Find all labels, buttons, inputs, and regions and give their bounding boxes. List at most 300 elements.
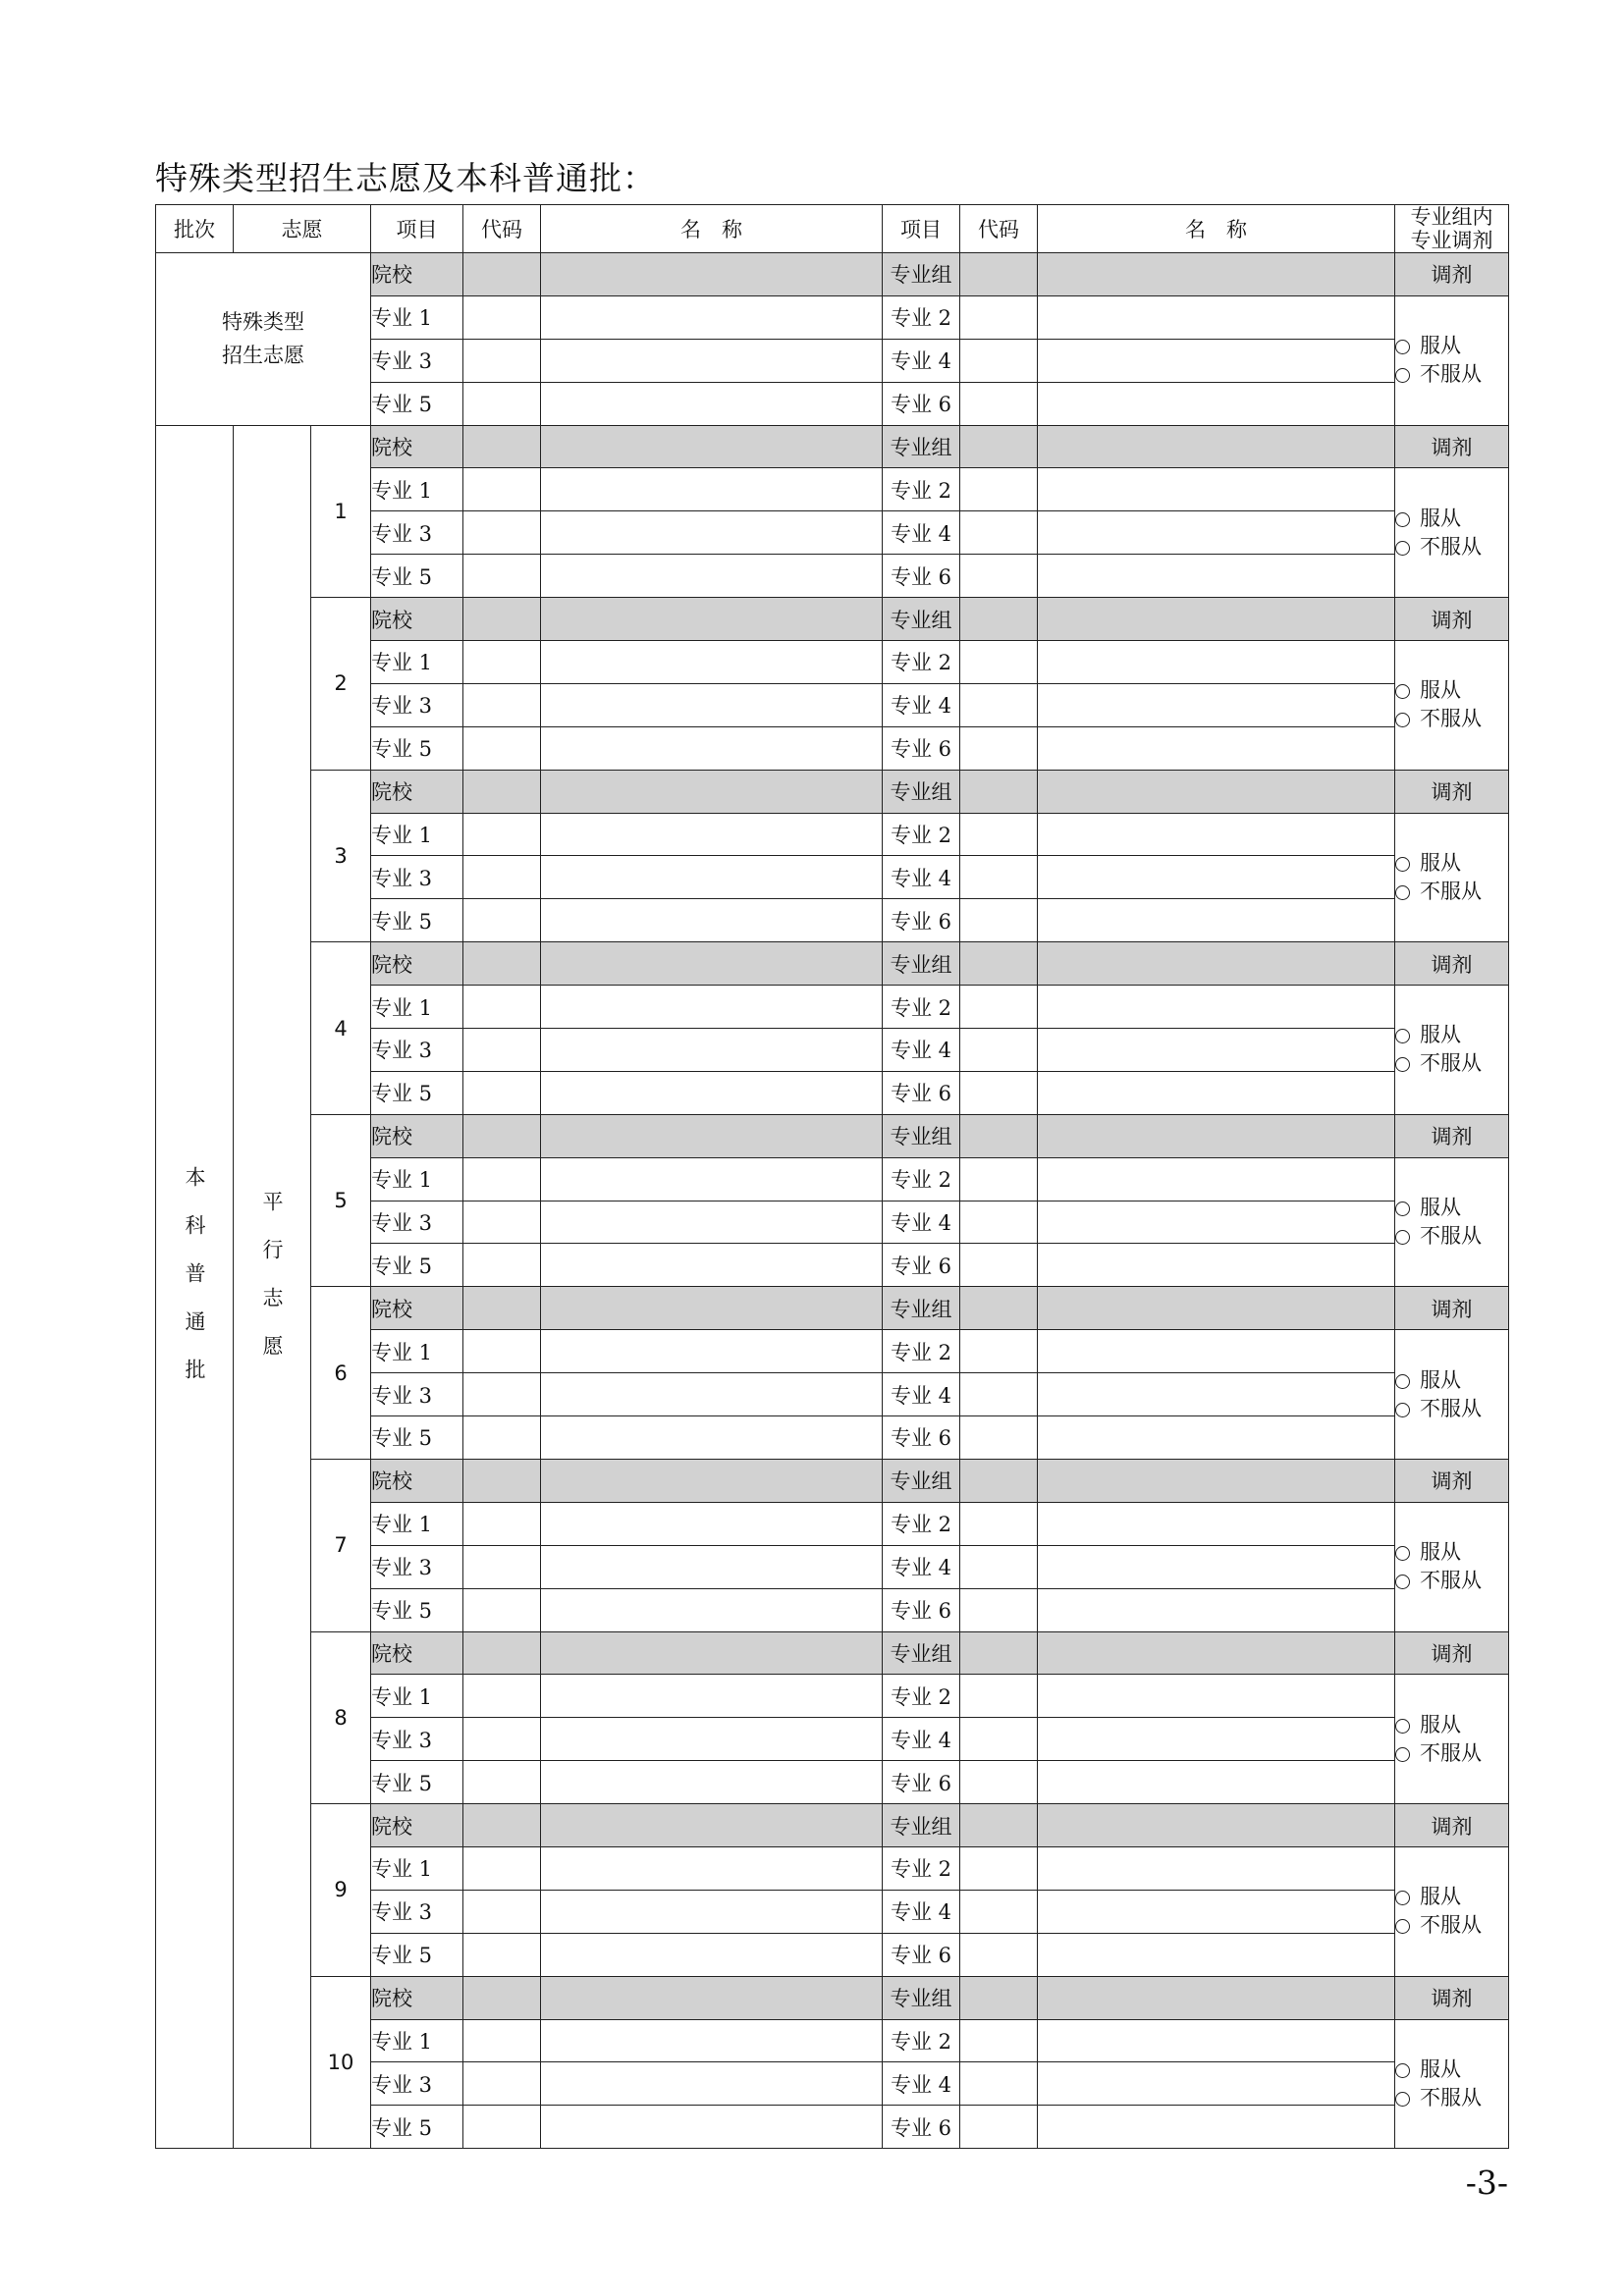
major-code-cell[interactable] xyxy=(960,1502,1038,1545)
major-name-cell[interactable] xyxy=(1038,1071,1395,1114)
major-label: 专业 5 xyxy=(371,1071,463,1114)
adjust-options xyxy=(1395,813,1509,942)
major-label: 专业 6 xyxy=(883,726,960,770)
group-code-cell[interactable] xyxy=(960,1459,1038,1502)
major-label: 专业 3 xyxy=(371,1890,463,1933)
major-code-cell[interactable] xyxy=(463,1675,541,1718)
college-name-cell[interactable] xyxy=(541,1459,883,1502)
major-code-cell[interactable] xyxy=(960,1157,1038,1201)
group-code-cell[interactable] xyxy=(960,253,1038,296)
major-name-cell[interactable] xyxy=(541,1502,883,1545)
major-name-cell[interactable] xyxy=(541,1588,883,1631)
major-name-cell[interactable] xyxy=(541,1718,883,1761)
major-label: 专业 4 xyxy=(883,1029,960,1072)
major-code-cell[interactable] xyxy=(960,683,1038,726)
not-obey-label: 不服从 xyxy=(1420,2085,1482,2109)
major-name-cell[interactable] xyxy=(1038,1846,1395,1890)
major-code-cell[interactable] xyxy=(960,339,1038,382)
major-name-cell[interactable] xyxy=(1038,899,1395,942)
major-label: 专业 5 xyxy=(371,1588,463,1631)
major-code-cell[interactable] xyxy=(463,1416,541,1460)
major-code-cell[interactable] xyxy=(960,641,1038,684)
radio-circle-icon[interactable] xyxy=(1395,512,1410,527)
major-name-cell[interactable] xyxy=(541,1071,883,1114)
radio-circle-icon[interactable] xyxy=(1395,2063,1410,2078)
major-code-cell[interactable] xyxy=(463,1502,541,1545)
major-name-cell[interactable] xyxy=(1038,856,1395,899)
not-obey-option[interactable] xyxy=(1395,1567,1508,1595)
group-name-cell[interactable] xyxy=(1038,253,1395,296)
radio-circle-icon[interactable] xyxy=(1395,1403,1410,1417)
major-code-cell[interactable] xyxy=(463,1157,541,1201)
radio-circle-icon[interactable] xyxy=(1395,2092,1410,2107)
major-label: 专业 3 xyxy=(371,1545,463,1588)
major-name-cell[interactable] xyxy=(541,2062,883,2106)
group-name-cell[interactable] xyxy=(1038,770,1395,813)
header-item: 项目 xyxy=(371,205,463,253)
major-label: 专业 1 xyxy=(371,1846,463,1890)
major-code-cell[interactable] xyxy=(463,856,541,899)
major-code-cell[interactable] xyxy=(960,555,1038,598)
not-obey-option[interactable] xyxy=(1395,1739,1508,1768)
major-code-cell[interactable] xyxy=(960,726,1038,770)
college-code-cell[interactable] xyxy=(463,942,541,986)
major-name-cell[interactable] xyxy=(1038,813,1395,856)
not-obey-label: 不服从 xyxy=(1420,1396,1482,1420)
major-code-cell[interactable] xyxy=(463,1201,541,1244)
radio-circle-icon[interactable] xyxy=(1395,1891,1410,1905)
not-obey-option[interactable] xyxy=(1395,1395,1508,1423)
major-code-cell[interactable] xyxy=(463,468,541,511)
college-row xyxy=(156,1976,1509,2019)
college-name-cell[interactable] xyxy=(541,942,883,986)
wish-number: 3 xyxy=(311,770,371,942)
major-code-cell[interactable] xyxy=(960,986,1038,1029)
radio-circle-icon[interactable] xyxy=(1395,1230,1410,1245)
obey-option[interactable] xyxy=(1395,2056,1508,2084)
radio-circle-icon[interactable] xyxy=(1395,857,1410,872)
major-name-cell[interactable] xyxy=(541,1029,883,1072)
major-name-cell[interactable] xyxy=(1038,1761,1395,1804)
radio-circle-icon[interactable] xyxy=(1395,684,1410,699)
college-name-cell[interactable] xyxy=(541,1804,883,1847)
group-name-cell[interactable] xyxy=(1038,425,1395,468)
obey-label: 服从 xyxy=(1420,2056,1461,2081)
college-code-cell[interactable] xyxy=(463,425,541,468)
major-name-cell[interactable] xyxy=(1038,1933,1395,1976)
major-name-cell[interactable] xyxy=(541,555,883,598)
adjust-label: 调剂 xyxy=(1395,942,1509,986)
not-obey-label: 不服从 xyxy=(1420,1740,1482,1765)
major-label: 专业 2 xyxy=(883,1675,960,1718)
major-name-cell[interactable] xyxy=(541,683,883,726)
major-code-cell[interactable] xyxy=(960,1675,1038,1718)
major-name-cell[interactable] xyxy=(541,899,883,942)
college-code-cell[interactable] xyxy=(463,770,541,813)
major-name-cell[interactable] xyxy=(1038,295,1395,339)
college-name-cell[interactable] xyxy=(541,425,883,468)
group-code-cell[interactable] xyxy=(960,1114,1038,1157)
obey-option[interactable] xyxy=(1395,676,1508,705)
major-code-cell[interactable] xyxy=(960,295,1038,339)
not-obey-option[interactable] xyxy=(1395,705,1508,733)
major-code-cell[interactable] xyxy=(463,1330,541,1373)
college-code-cell[interactable] xyxy=(463,598,541,641)
major-code-cell[interactable] xyxy=(463,1071,541,1114)
major-name-cell[interactable] xyxy=(1038,641,1395,684)
major-name-cell[interactable] xyxy=(1038,726,1395,770)
not-obey-label: 不服从 xyxy=(1420,362,1482,387)
major-label: 专业 2 xyxy=(883,1846,960,1890)
college-row xyxy=(156,1631,1509,1675)
major-code-cell[interactable] xyxy=(463,1244,541,1287)
major-label: 专业 5 xyxy=(371,1761,463,1804)
not-obey-option[interactable] xyxy=(1395,878,1508,906)
major-name-cell[interactable] xyxy=(541,1201,883,1244)
major-name-cell[interactable] xyxy=(541,468,883,511)
radio-circle-icon[interactable] xyxy=(1395,1201,1410,1216)
adjust-options xyxy=(1395,1502,1509,1631)
college-label: 院校 xyxy=(371,1287,463,1330)
obey-label: 服从 xyxy=(1420,678,1461,703)
not-obey-option[interactable] xyxy=(1395,1911,1508,1940)
major-label: 专业 3 xyxy=(371,1029,463,1072)
radio-circle-icon[interactable] xyxy=(1395,340,1410,354)
major-code-cell[interactable] xyxy=(463,511,541,555)
major-label: 专业 3 xyxy=(371,683,463,726)
major-label: 专业 2 xyxy=(883,2019,960,2062)
major-label: 专业 4 xyxy=(883,511,960,555)
major-name-cell[interactable] xyxy=(1038,2106,1395,2149)
group-code-cell[interactable] xyxy=(960,425,1038,468)
major-code-cell[interactable] xyxy=(463,726,541,770)
radio-circle-icon[interactable] xyxy=(1395,713,1410,727)
radio-circle-icon[interactable] xyxy=(1395,885,1410,900)
major-name-cell[interactable] xyxy=(1038,1373,1395,1416)
group-label: 专业组 xyxy=(883,1287,960,1330)
wish-number: 4 xyxy=(311,942,371,1115)
major-name-cell[interactable] xyxy=(1038,986,1395,1029)
major-code-cell[interactable] xyxy=(960,1330,1038,1373)
major-name-cell[interactable] xyxy=(1038,1890,1395,1933)
college-label: 院校 xyxy=(371,770,463,813)
major-code-cell[interactable] xyxy=(960,382,1038,425)
major-code-cell[interactable] xyxy=(463,1545,541,1588)
major-name-cell[interactable] xyxy=(541,2019,883,2062)
major-code-cell[interactable] xyxy=(960,468,1038,511)
major-name-cell[interactable] xyxy=(541,813,883,856)
major-code-cell[interactable] xyxy=(960,1933,1038,1976)
group-name-cell[interactable] xyxy=(1038,1287,1395,1330)
obey-option[interactable] xyxy=(1395,849,1508,878)
radio-circle-icon[interactable] xyxy=(1395,1057,1410,1072)
major-name-cell[interactable] xyxy=(541,1761,883,1804)
major-code-cell[interactable] xyxy=(463,1933,541,1976)
major-name-cell[interactable] xyxy=(541,339,883,382)
major-name-cell[interactable] xyxy=(541,1545,883,1588)
major-label: 专业 1 xyxy=(371,1502,463,1545)
major-code-cell[interactable] xyxy=(960,813,1038,856)
adjust-label: 调剂 xyxy=(1395,1804,1509,1847)
obey-option[interactable] xyxy=(1395,1366,1508,1395)
major-name-cell[interactable] xyxy=(1038,1244,1395,1287)
major-code-cell[interactable] xyxy=(463,2019,541,2062)
major-code-cell[interactable] xyxy=(960,1416,1038,1460)
college-row xyxy=(156,1804,1509,1847)
major-code-cell[interactable] xyxy=(960,1545,1038,1588)
group-name-cell[interactable] xyxy=(1038,1114,1395,1157)
group-label: 专业组 xyxy=(883,253,960,296)
group-name-cell[interactable] xyxy=(1038,942,1395,986)
adjust-options xyxy=(1395,1675,1509,1804)
group-name-cell[interactable] xyxy=(1038,1976,1395,2019)
major-code-cell[interactable] xyxy=(960,899,1038,942)
major-name-cell[interactable] xyxy=(541,1675,883,1718)
major-name-cell[interactable] xyxy=(541,1890,883,1933)
major-code-cell[interactable] xyxy=(463,295,541,339)
major-label: 专业 4 xyxy=(883,1373,960,1416)
major-code-cell[interactable] xyxy=(960,2019,1038,2062)
major-name-cell[interactable] xyxy=(541,1157,883,1201)
major-code-cell[interactable] xyxy=(960,1071,1038,1114)
table-header-row xyxy=(156,205,1509,253)
major-name-cell[interactable] xyxy=(1038,2062,1395,2106)
major-code-cell[interactable] xyxy=(960,2062,1038,2106)
college-label: 院校 xyxy=(371,253,463,296)
major-name-cell[interactable] xyxy=(1038,1545,1395,1588)
major-code-cell[interactable] xyxy=(463,339,541,382)
major-label: 专业 4 xyxy=(883,856,960,899)
radio-circle-icon[interactable] xyxy=(1395,368,1410,383)
major-name-cell[interactable] xyxy=(1038,468,1395,511)
major-name-cell[interactable] xyxy=(541,382,883,425)
major-code-cell[interactable] xyxy=(463,1718,541,1761)
major-name-cell[interactable] xyxy=(541,641,883,684)
major-code-cell[interactable] xyxy=(960,511,1038,555)
major-label: 专业 6 xyxy=(883,899,960,942)
major-code-cell[interactable] xyxy=(960,856,1038,899)
college-code-cell[interactable] xyxy=(463,1459,541,1502)
major-name-cell[interactable] xyxy=(1038,339,1395,382)
major-code-cell[interactable] xyxy=(463,2062,541,2106)
major-name-cell[interactable] xyxy=(1038,1588,1395,1631)
college-row xyxy=(156,253,1509,296)
major-label: 专业 4 xyxy=(883,1890,960,1933)
major-name-cell[interactable] xyxy=(541,1846,883,1890)
radio-circle-icon[interactable] xyxy=(1395,1719,1410,1734)
major-name-cell[interactable] xyxy=(541,295,883,339)
major-name-cell[interactable] xyxy=(541,1933,883,1976)
college-code-cell[interactable] xyxy=(463,1804,541,1847)
group-code-cell[interactable] xyxy=(960,770,1038,813)
major-label: 专业 2 xyxy=(883,641,960,684)
major-name-cell[interactable] xyxy=(1038,683,1395,726)
major-label: 专业 6 xyxy=(883,1244,960,1287)
major-label: 专业 3 xyxy=(371,2062,463,2106)
college-name-cell[interactable] xyxy=(541,598,883,641)
college-code-cell[interactable] xyxy=(463,1287,541,1330)
obey-option[interactable] xyxy=(1395,505,1508,533)
major-label: 专业 4 xyxy=(883,683,960,726)
special-label-line1: 特殊类型 xyxy=(222,310,304,335)
college-name-cell[interactable] xyxy=(541,1114,883,1157)
group-name-cell[interactable] xyxy=(1038,1631,1395,1675)
major-label: 专业 2 xyxy=(883,813,960,856)
major-name-cell[interactable] xyxy=(1038,1157,1395,1201)
major-label: 专业 5 xyxy=(371,1933,463,1976)
group-label: 专业组 xyxy=(883,1976,960,2019)
major-name-cell[interactable] xyxy=(541,726,883,770)
group-name-cell[interactable] xyxy=(1038,1804,1395,1847)
not-obey-option[interactable] xyxy=(1395,2084,1508,2112)
college-code-cell[interactable] xyxy=(463,253,541,296)
major-name-cell[interactable] xyxy=(541,1416,883,1460)
header-name-2: 名 称 xyxy=(1038,205,1395,253)
major-label: 专业 6 xyxy=(883,1071,960,1114)
major-code-cell[interactable] xyxy=(960,1029,1038,1072)
not-obey-option[interactable] xyxy=(1395,360,1508,389)
major-code-cell[interactable] xyxy=(463,555,541,598)
obey-option[interactable] xyxy=(1395,1538,1508,1567)
major-name-cell[interactable] xyxy=(1038,1675,1395,1718)
radio-circle-icon[interactable] xyxy=(1395,1374,1410,1389)
major-code-cell[interactable] xyxy=(960,1588,1038,1631)
major-label: 专业 2 xyxy=(883,986,960,1029)
group-code-cell[interactable] xyxy=(960,1976,1038,2019)
college-name-cell[interactable] xyxy=(541,1287,883,1330)
college-code-cell[interactable] xyxy=(463,1631,541,1675)
major-label: 专业 3 xyxy=(371,856,463,899)
major-label: 专业 2 xyxy=(883,468,960,511)
major-code-cell[interactable] xyxy=(463,683,541,726)
major-name-cell[interactable] xyxy=(1038,511,1395,555)
college-name-cell[interactable] xyxy=(541,770,883,813)
major-code-cell[interactable] xyxy=(960,1846,1038,1890)
major-code-cell[interactable] xyxy=(960,1244,1038,1287)
major-name-cell[interactable] xyxy=(541,511,883,555)
college-code-cell[interactable] xyxy=(463,1976,541,2019)
major-label: 专业 5 xyxy=(371,1416,463,1460)
obey-label: 服从 xyxy=(1420,1712,1461,1736)
major-name-cell[interactable] xyxy=(1038,382,1395,425)
not-obey-option[interactable] xyxy=(1395,1049,1508,1078)
major-name-cell[interactable] xyxy=(1038,1029,1395,1072)
adjust-label: 调剂 xyxy=(1395,1459,1509,1502)
group-code-cell[interactable] xyxy=(960,1631,1038,1675)
major-code-cell[interactable] xyxy=(463,986,541,1029)
not-obey-label: 不服从 xyxy=(1420,707,1482,731)
major-name-cell[interactable] xyxy=(541,986,883,1029)
major-code-cell[interactable] xyxy=(463,1846,541,1890)
obey-option[interactable] xyxy=(1395,1021,1508,1049)
major-code-cell[interactable] xyxy=(960,1201,1038,1244)
radio-circle-icon[interactable] xyxy=(1395,541,1410,556)
college-name-cell[interactable] xyxy=(541,1976,883,2019)
major-label: 专业 5 xyxy=(371,382,463,425)
college-label: 院校 xyxy=(371,425,463,468)
major-label: 专业 1 xyxy=(371,2019,463,2062)
major-name-cell[interactable] xyxy=(541,2106,883,2149)
major-label: 专业 5 xyxy=(371,1244,463,1287)
radio-circle-icon[interactable] xyxy=(1395,1919,1410,1934)
group-code-cell[interactable] xyxy=(960,1287,1038,1330)
major-code-cell[interactable] xyxy=(463,1761,541,1804)
major-label: 专业 6 xyxy=(883,1416,960,1460)
major-label: 专业 6 xyxy=(883,1933,960,1976)
college-name-cell[interactable] xyxy=(541,1631,883,1675)
major-name-cell[interactable] xyxy=(1038,1416,1395,1460)
obey-option[interactable] xyxy=(1395,1883,1508,1911)
major-code-cell[interactable] xyxy=(463,1588,541,1631)
college-label: 院校 xyxy=(371,1459,463,1502)
major-code-cell[interactable] xyxy=(463,2106,541,2149)
radio-circle-icon[interactable] xyxy=(1395,1546,1410,1561)
major-name-cell[interactable] xyxy=(1038,1330,1395,1373)
not-obey-label: 不服从 xyxy=(1420,1913,1482,1938)
adjust-label: 调剂 xyxy=(1395,1976,1509,2019)
college-code-cell[interactable] xyxy=(463,1114,541,1157)
major-code-cell[interactable] xyxy=(463,1373,541,1416)
group-code-cell[interactable] xyxy=(960,1804,1038,1847)
adjust-label: 调剂 xyxy=(1395,770,1509,813)
page-number: -3- xyxy=(1465,2163,1508,2202)
major-code-cell[interactable] xyxy=(463,813,541,856)
major-code-cell[interactable] xyxy=(463,1890,541,1933)
not-obey-label: 不服从 xyxy=(1420,1051,1482,1076)
major-code-cell[interactable] xyxy=(960,1373,1038,1416)
not-obey-label: 不服从 xyxy=(1420,1569,1482,1593)
college-row xyxy=(156,598,1509,641)
major-label: 专业 5 xyxy=(371,726,463,770)
group-name-cell[interactable] xyxy=(1038,598,1395,641)
major-code-cell[interactable] xyxy=(463,1029,541,1072)
major-name-cell[interactable] xyxy=(541,1330,883,1373)
major-code-cell[interactable] xyxy=(960,2106,1038,2149)
major-code-cell[interactable] xyxy=(463,382,541,425)
obey-option[interactable] xyxy=(1395,332,1508,360)
major-code-cell[interactable] xyxy=(463,899,541,942)
major-name-cell[interactable] xyxy=(541,1244,883,1287)
major-code-cell[interactable] xyxy=(960,1761,1038,1804)
group-code-cell[interactable] xyxy=(960,598,1038,641)
major-name-cell[interactable] xyxy=(1038,2019,1395,2062)
major-code-cell[interactable] xyxy=(960,1718,1038,1761)
college-label: 院校 xyxy=(371,942,463,986)
radio-circle-icon[interactable] xyxy=(1395,1029,1410,1043)
major-code-cell[interactable] xyxy=(463,641,541,684)
radio-circle-icon[interactable] xyxy=(1395,1747,1410,1762)
not-obey-label: 不服从 xyxy=(1420,534,1482,559)
major-code-cell[interactable] xyxy=(960,1890,1038,1933)
not-obey-option[interactable] xyxy=(1395,533,1508,561)
college-row xyxy=(156,942,1509,986)
group-code-cell[interactable] xyxy=(960,942,1038,986)
major-label: 专业 4 xyxy=(883,1545,960,1588)
not-obey-option[interactable] xyxy=(1395,1222,1508,1251)
major-name-cell[interactable] xyxy=(541,856,883,899)
radio-circle-icon[interactable] xyxy=(1395,1575,1410,1589)
group-label: 专业组 xyxy=(883,1631,960,1675)
obey-option[interactable] xyxy=(1395,1194,1508,1222)
major-name-cell[interactable] xyxy=(1038,1201,1395,1244)
major-name-cell[interactable] xyxy=(1038,1718,1395,1761)
major-name-cell[interactable] xyxy=(1038,1502,1395,1545)
obey-option[interactable] xyxy=(1395,1711,1508,1739)
major-name-cell[interactable] xyxy=(541,1373,883,1416)
group-name-cell[interactable] xyxy=(1038,1459,1395,1502)
major-name-cell[interactable] xyxy=(1038,555,1395,598)
college-name-cell[interactable] xyxy=(541,253,883,296)
